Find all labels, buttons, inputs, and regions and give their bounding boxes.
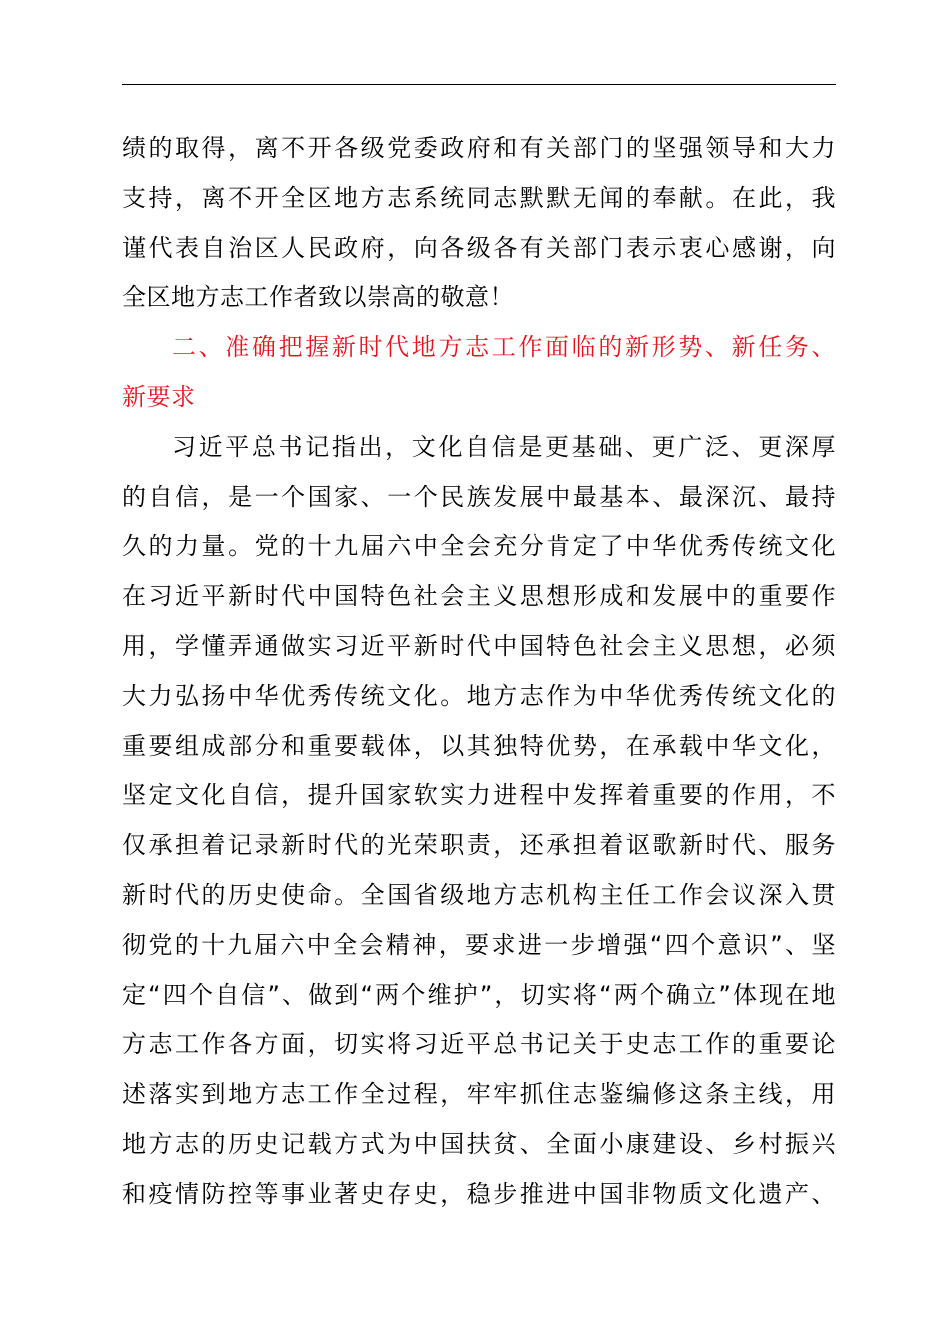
text-line: 坚定文化自信，提升国家软实力进程中发挥着重要的作用，不 <box>122 781 836 810</box>
text-line: 习近平总书记指出，文化自信是更基础、更广泛、更深厚 <box>172 432 836 461</box>
text-line: 述落实到地方志工作全过程，牢牢抓住志鉴编修这条主线，用 <box>122 1080 836 1109</box>
header-rule <box>122 84 836 85</box>
text-line: 方志工作各方面，切实将习近平总书记关于史志工作的重要论 <box>122 1030 836 1059</box>
text-line: 彻党的十九届六中全会精神，要求进一步增强“四个意识”、坚 <box>122 930 836 959</box>
section-heading-line: 新要求 <box>122 382 196 411</box>
section-heading <box>122 323 836 423</box>
text-line: 绩的取得，离不开各级党委政府和有关部门的坚强领导和大力 <box>122 134 836 162</box>
body-text <box>122 124 836 1220</box>
text-line: 用，学懂弄通做实习近平新时代中国特色社会主义思想，必须 <box>122 631 836 660</box>
text-line: 和疫情防控等事业著史存史，稳步推进中国非物质文化遗产、 <box>122 1179 836 1208</box>
text-line: 定“四个自信”、做到“两个维护”，切实将“两个确立”体现在地 <box>122 980 836 1009</box>
text-line: 谨代表自治区人民政府，向各级各有关部门表示衷心感谢，向 <box>122 233 836 262</box>
text-line: 新时代的历史使命。全国省级地方志机构主任工作会议深入贯 <box>122 880 836 909</box>
text-line: 的自信，是一个国家、一个民族发展中最基本、最深沉、最持 <box>122 482 836 511</box>
text-line: 在习近平新时代中国特色社会主义思想形成和发展中的重要作 <box>122 582 836 611</box>
paragraph-2 <box>122 423 836 1220</box>
section-heading-line: 二、准确把握新时代地方志工作面临的新形势、新任务、 <box>172 333 836 362</box>
text-line: 支持，离不开全区地方志系统同志默默无闻的奉献。在此，我 <box>122 183 836 212</box>
text-line: 重要组成部分和重要载体，以其独特优势，在承载中华文化， <box>122 731 836 760</box>
text-line: 大力弘扬中华优秀传统文化。地方志作为中华优秀传统文化的 <box>122 681 836 710</box>
text-line: 仅承担着记录新时代的光荣职责，还承担着讴歌新时代、服务 <box>122 831 836 860</box>
paragraph-1 <box>122 124 836 323</box>
text-line: 地方志的历史记载方式为中国扶贫、全面小康建设、乡村振兴 <box>122 1129 836 1158</box>
text-line: 久的力量。党的十九届六中全会充分肯定了中华优秀传统文化 <box>122 532 836 561</box>
text-line: 全区地方志工作者致以崇高的敬意！ <box>122 283 514 312</box>
